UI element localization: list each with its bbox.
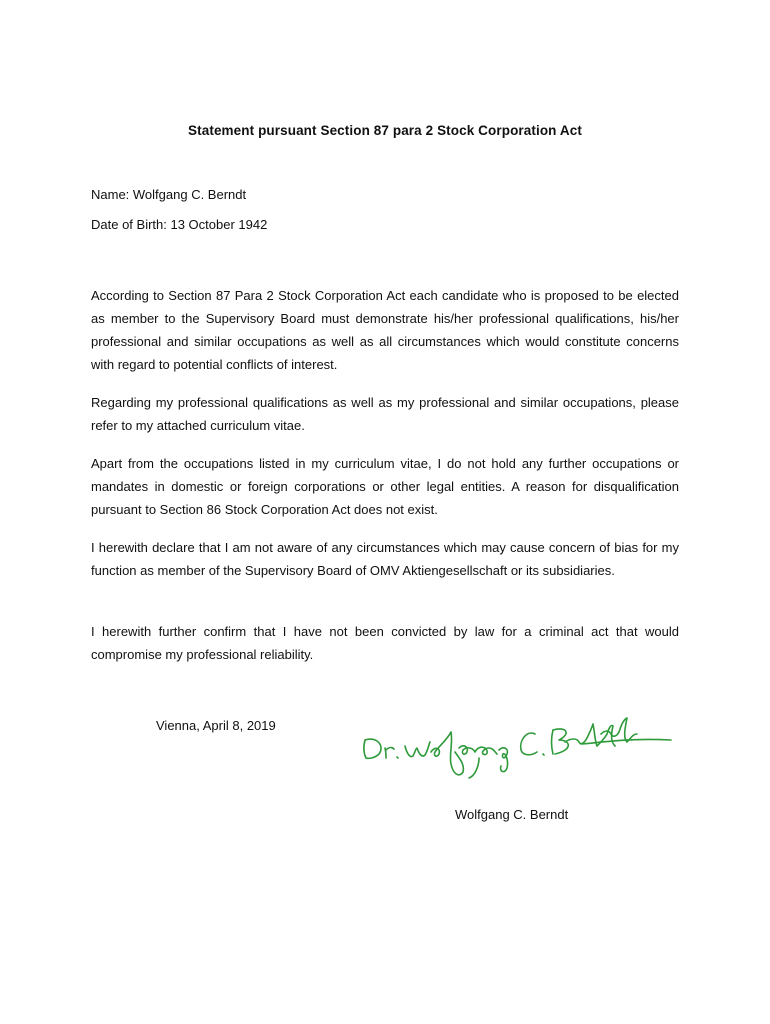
paragraph-legal-requirement: According to Section 87 Para 2 Stock Corporation Act each candidate who is proposed to be elected as member to the Supervisory Board must demonstrate his/her professional qualifications, his/her professional and similar occupations as well as all circumstances which would constitute concerns with regard to potential conflicts of interest. [91,288,679,372]
place-and-date: Vienna, April 8, 2019 [156,718,276,733]
handwritten-signature [355,712,675,790]
signer-name: Wolfgang C. Berndt [455,807,569,822]
paragraph-other-occupations: Apart from the occupations listed in my curriculum vitae, I do not hold any further occupations or mandates in domestic or foreign corporations or other legal entities. A reason for disqualification pursuant to Section 86 Stock Corporation Act does not exist. [91,456,679,517]
paragraph-no-bias: I herewith declare that I am not aware of any circumstances which may cause concern of bias for my function as member of the Supervisory Board of OMV Aktiengesellschaft or its subsidiaries. [91,540,679,578]
name-line: Name: Wolfgang C. Berndt [91,187,247,202]
document-title: Statement pursuant Section 87 para 2 Stock Corporation Act [188,123,582,138]
paragraph-qualifications: Regarding my professional qualifications as well as my professional and similar occupations, please refer to my attached curriculum vitae. [91,395,679,433]
paragraph-no-conviction: I herewith further confirm that I have not been convicted by law for a criminal act that would compromise my professional reliability. [91,624,679,662]
date-of-birth-line: Date of Birth: 13 October 1942 [91,217,268,232]
